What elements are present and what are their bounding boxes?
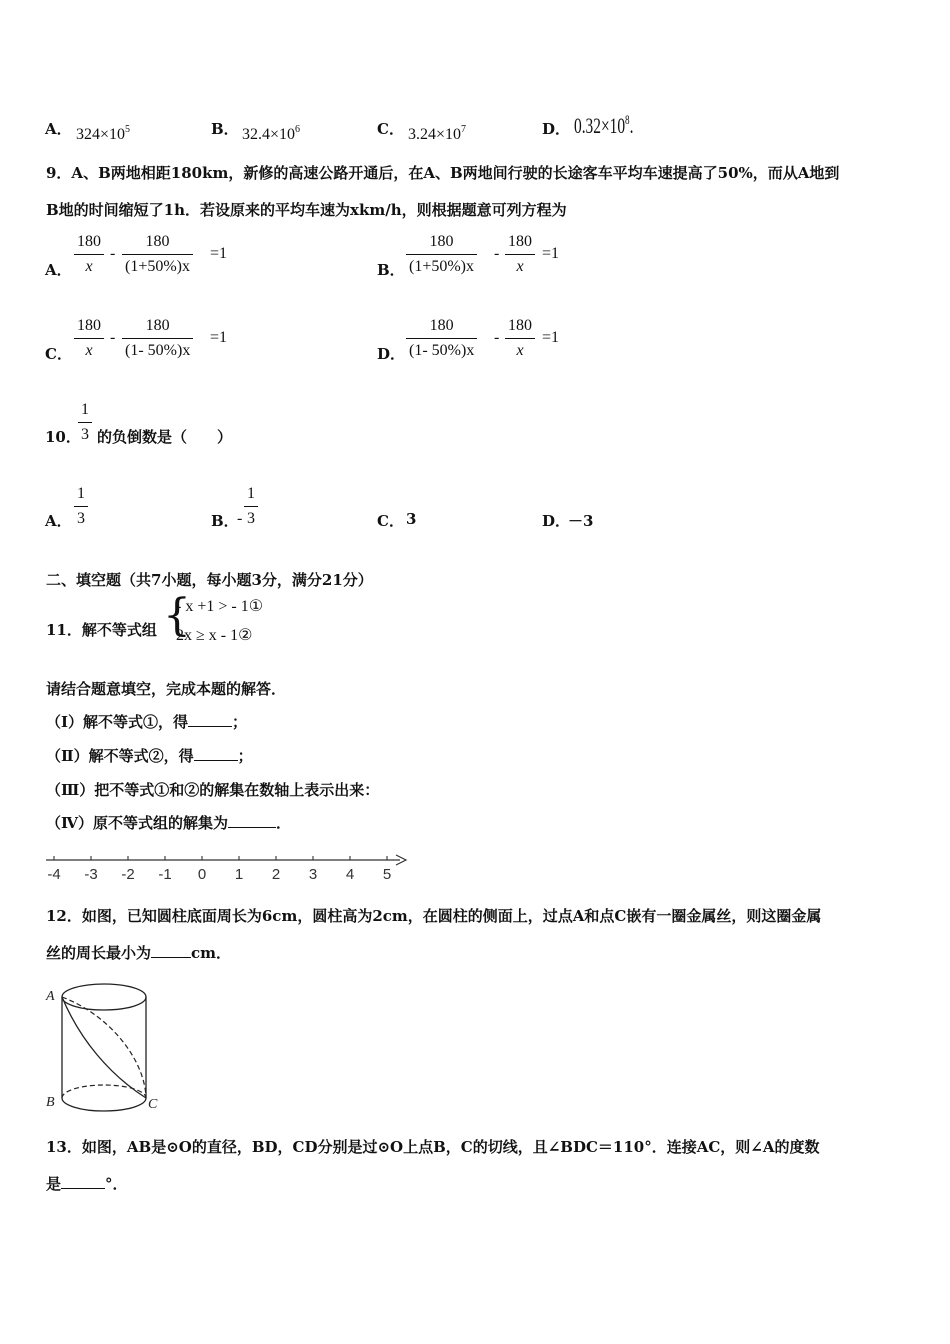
wire-front [62, 997, 146, 1098]
point-a-label: A [46, 989, 55, 1004]
q12-stem-line2: 丝的周长最小为 cm． [46, 944, 232, 962]
q10-option-d-value: －3 [568, 512, 594, 530]
q11-step1: （Ⅰ）解不等式①，得 ； [46, 713, 248, 731]
q10-option-d-label: D． [542, 512, 571, 530]
q10-option-a-label: A． [45, 512, 72, 530]
q9-d-equals: =1 [542, 329, 560, 346]
q11-inequality1: - x +1 > - 1① [176, 598, 264, 615]
number-line-label: -1 [158, 866, 172, 883]
wire-back [62, 997, 146, 1098]
q9-d-minus: - [494, 329, 500, 346]
q11-inequality2: 2x ≥ x - 1② [176, 627, 253, 644]
number-line-label: 0 [197, 866, 207, 883]
q9-a-fraction1: 180 x [74, 232, 104, 277]
q10-option-c-value: 3 [406, 510, 417, 528]
q8-option-d-label: D． [542, 120, 571, 138]
q9-option-d-label: D． [377, 345, 406, 363]
q9-option-b-label: B． [377, 261, 405, 279]
number-line-label: 2 [271, 866, 281, 883]
q8-option-b-value: $32.4\times 10^6$ [242, 124, 301, 143]
q11-number: 11．解不等式组 [46, 621, 157, 639]
number-line-label: -2 [121, 866, 135, 883]
q9-c-minus: - [110, 329, 116, 346]
q9-stem-line2: B地的时间缩短了1h．若设原来的平均车速为xkm/h，则根据题意可列方程为 [46, 201, 567, 219]
point-c-label: C [148, 1097, 158, 1112]
section-title: 二、填空题（共7小题，每小题3分，满分21分） [46, 571, 373, 589]
cylinder-figure [40, 980, 170, 1115]
q13-stem-line2: 是 °． [46, 1175, 128, 1193]
q9-b-fraction2: 180 x [505, 232, 535, 277]
q9-b-fraction1: 180 (1+50%)x [406, 232, 477, 277]
q8-option-c-value: $3.24\times 10^7$ [408, 124, 467, 143]
q12-stem-line1: 12．如图，已知圆柱底面周长为6cm，圆柱高为2cm，在圆柱的侧面上，过点A和点C嵌有一圈金属丝，则这圈金属 [46, 907, 822, 925]
cylinder-top-ellipse [62, 984, 146, 1010]
q8-option-a-value: $324\times 10^5$ [76, 124, 131, 143]
q10-option-b-fraction: 1 3 [244, 484, 258, 529]
q9-a-equals: =1 [210, 245, 228, 262]
q9-c-equals: =1 [210, 329, 228, 346]
q9-b-minus: - [494, 245, 500, 262]
q8-option-d-value: $0.32\times 10^8$. [574, 112, 634, 138]
q9-a-fraction2: 180 (1+50%)x [122, 232, 193, 277]
q9-c-fraction2: 180 (1- 50%)x [122, 316, 193, 361]
number-line [44, 846, 410, 886]
number-line-label: 4 [345, 866, 355, 883]
q13-stem-line1: 13．如图，AB是⊙O的直径，BD，CD分别是过⊙O上点B，C的切线，且∠BDC＝110°．连接AC，则∠A的度数 [46, 1138, 820, 1156]
cylinder-bottom-back [62, 1085, 146, 1098]
cylinder-bottom-front [62, 1098, 146, 1111]
q10-fraction: 1 3 [78, 400, 92, 445]
q9-c-fraction1: 180 x [74, 316, 104, 361]
q9-d-fraction2: 180 x [505, 316, 535, 361]
q11-brace: { [163, 590, 191, 641]
number-line-label: -4 [47, 866, 61, 883]
number-line-label: 5 [382, 866, 392, 883]
q8-option-b-label: B． [211, 120, 239, 138]
q10-option-b-label: B． [211, 512, 239, 530]
q9-a-minus: - [110, 245, 116, 262]
q10-option-c-label: C． [377, 512, 404, 530]
q9-b-equals: =1 [542, 245, 560, 262]
q10-option-a-fraction: 1 3 [74, 484, 88, 529]
point-b-label: B [46, 1095, 55, 1110]
q10-number: 10． [45, 428, 81, 446]
number-line-label: 3 [308, 866, 318, 883]
number-line-label: 1 [234, 866, 244, 883]
q9-option-a-label: A． [45, 261, 72, 279]
q10-option-b-sign: - [237, 510, 243, 527]
q11-step2: （Ⅱ）解不等式②，得 ； [46, 747, 253, 765]
q11-step4: （Ⅳ）原不等式组的解集为 ． [46, 814, 292, 832]
number-line-label: -3 [84, 866, 98, 883]
q8-option-a-label: A． [45, 120, 72, 138]
q11-instruction: 请结合题意填空，完成本题的解答． [46, 680, 287, 698]
q10-stem: 的负倒数是（ ） [97, 428, 233, 446]
q9-stem-line1: 9．A、B两地相距180km，新修的高速公路开通后，在A、B两地间行驶的长途客车平均车速提高了50%，而从A地到 [46, 164, 840, 182]
q9-option-c-label: C． [45, 345, 72, 363]
q9-d-fraction1: 180 (1- 50%)x [406, 316, 477, 361]
q11-step3: （Ⅲ）把不等式①和②的解集在数轴上表示出来： [46, 781, 380, 799]
q8-option-c-label: C． [377, 120, 404, 138]
